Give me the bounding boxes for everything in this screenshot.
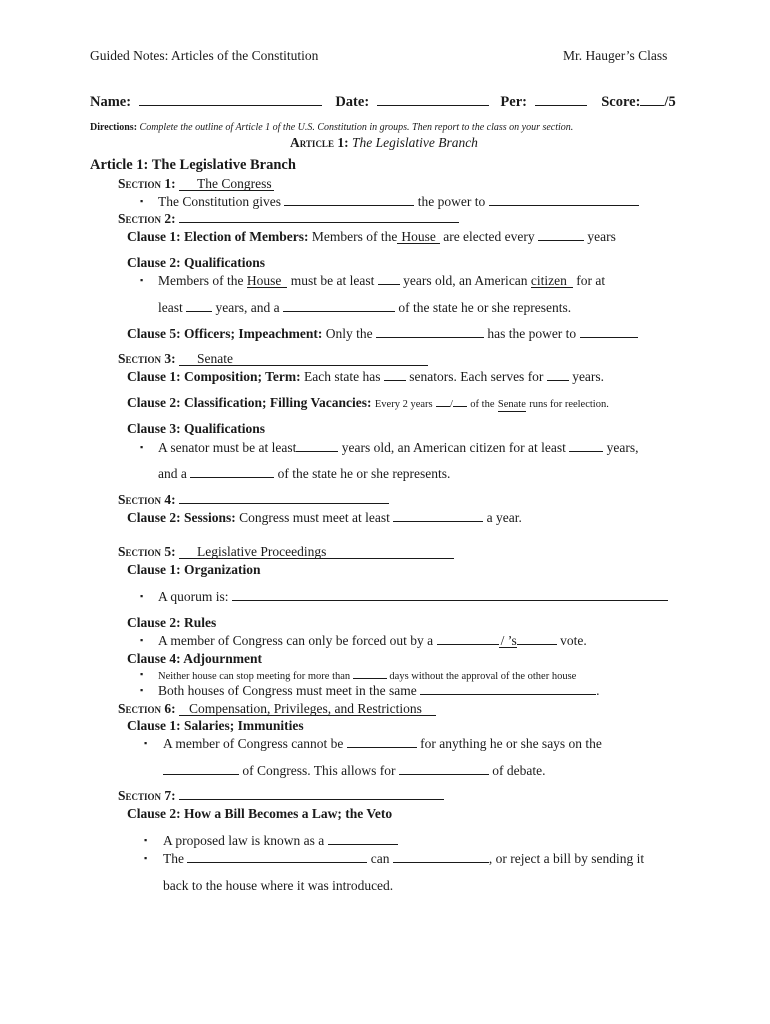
bullet-icon: ▪: [144, 853, 148, 863]
article-heading: [290, 134, 478, 151]
s3-c3-label: Clause 3: Qualifications: [127, 421, 266, 436]
section-2-heading: [118, 210, 459, 227]
s2-c5-label: Clause 5: Officers; Impeachment:: [127, 326, 323, 341]
s4-clause-2: [127, 509, 522, 526]
directions-text: Complete the outline of Article 1 of the U.S. Constitution in groups. Then report to the class on your section.: [139, 122, 574, 133]
student-info-row: [90, 93, 676, 111]
s4-c2-label: Clause 2: Sessions:: [127, 510, 236, 525]
section-3-fill: Senate: [179, 352, 428, 366]
section-4-blank[interactable]: [179, 491, 389, 504]
s3-c3-text-b: years old, an American citizen for at least: [341, 440, 566, 455]
section-7-blank[interactable]: [179, 787, 444, 800]
s5-c2-line: [158, 632, 587, 649]
header-class: Mr. Hauger’s Class: [563, 48, 668, 63]
s6-c1-line-1: [163, 735, 602, 752]
bullet-icon: ▪: [140, 275, 144, 285]
s3-c1-label: Clause 1: Composition; Term:: [127, 369, 301, 384]
s3-c3-line-2: [158, 465, 450, 482]
s7-c2-blank-1[interactable]: [328, 832, 398, 845]
section-2-blank[interactable]: [179, 210, 459, 223]
s5-c4-line-2: [158, 682, 599, 699]
s7-c2-line-3: back to the house where it was introduced.: [163, 878, 394, 893]
s7-c2-line-1: [163, 832, 398, 849]
section-7-label: Section 7:: [118, 788, 176, 803]
section-5-heading: [118, 543, 454, 560]
s2-c2-label: Clause 2: Qualifications: [127, 255, 266, 270]
s3-c2-text-a: Every 2 years: [374, 399, 433, 410]
s2-c1-label: Clause 1: Election of Members:: [127, 229, 309, 244]
s3-c3-text-a: A senator must be at least: [158, 440, 297, 455]
per-label: Per:: [500, 94, 527, 110]
s3-c3-text-c: years,: [606, 440, 639, 455]
s4-c2-text-b: a year.: [486, 510, 522, 525]
s2-c5-text-a: Only the: [325, 326, 373, 341]
s2-clause-5: [127, 325, 638, 342]
s2-c2-text-g: of the state he or she represents.: [398, 300, 572, 315]
section-4-heading: [118, 491, 389, 508]
s1-text-b: the power to: [417, 194, 486, 209]
s3-c2-slash: /: [450, 399, 453, 410]
bullet-icon: ▪: [140, 442, 144, 452]
s2-c2-fill-1: House: [247, 274, 288, 288]
section-6-heading: [118, 700, 436, 717]
section-2-label: Section 2:: [118, 211, 176, 226]
name-label: Name:: [90, 94, 132, 110]
bullet-icon: ▪: [140, 196, 144, 206]
s2-c1-text-a: Members of the: [311, 229, 398, 244]
s6-c1-text-b: for anything he or she says on the: [420, 736, 602, 751]
s3-c1-text-b: senators. Each serves for: [409, 369, 544, 384]
section-1-label: Section 1:: [118, 176, 176, 191]
section-7-heading: [118, 787, 444, 804]
s2-c1-text-c: years: [587, 229, 616, 244]
s5-c2-text-b: vote.: [560, 633, 587, 648]
s1-blank-2[interactable]: [489, 193, 639, 206]
section-1-heading: [118, 175, 274, 192]
s3-clause-2: [127, 394, 609, 413]
s7-c2-blank-2[interactable]: [187, 850, 367, 863]
s5-c2-fraction: / ’s: [500, 633, 517, 648]
score-label: Score:: [601, 94, 641, 110]
s2-c2-text-b: must be at least: [290, 273, 375, 288]
s6-c1-label: Clause 1: Salaries; Immunities: [127, 718, 304, 733]
date-label: Date:: [335, 94, 370, 110]
s4-c2-text-a: Congress must meet at least: [239, 510, 390, 525]
s2-c2-blank-3[interactable]: [283, 299, 395, 312]
s3-c1-blank-1[interactable]: [384, 368, 406, 381]
s5-c1-text-a: A quorum is:: [158, 589, 229, 604]
s3-c3-blank-3[interactable]: [190, 465, 274, 478]
s6-c1-blank-2[interactable]: [163, 762, 239, 775]
s3-c1-text-c: years.: [572, 369, 605, 384]
s5-c4-blank-1[interactable]: [353, 666, 387, 679]
s5-c4-label: Clause 4: Adjournment: [127, 651, 263, 666]
s7-c2-text-c: can: [370, 851, 390, 866]
s2-c5-blank-2[interactable]: [580, 325, 638, 338]
s2-clause-1: [127, 228, 616, 245]
article-heading-title: The Legislative Branch: [351, 135, 478, 150]
bullet-icon: ▪: [140, 591, 144, 601]
section-3-label: Section 3:: [118, 351, 176, 366]
directions-label: Directions:: [90, 122, 138, 133]
s2-c5-blank-1[interactable]: [376, 325, 484, 338]
s3-c3-text-e: of the state he or she represents.: [277, 466, 451, 481]
bullet-icon: ▪: [140, 669, 144, 679]
bullet-icon: ▪: [140, 685, 144, 695]
s2-c2-text-c: years old, an American: [403, 273, 528, 288]
s2-c1-fill: House: [397, 230, 440, 244]
s5-c1-label: Clause 1: Organization: [127, 562, 261, 577]
s7-c2-label: Clause 2: How a Bill Becomes a Law; the Veto: [127, 806, 393, 821]
s2-c2-line-1: [158, 272, 605, 289]
section-1-fill: The Congress: [179, 177, 274, 191]
s1-blank-1[interactable]: [284, 193, 414, 206]
s6-c1-text-a: A member of Congress cannot be: [163, 736, 344, 751]
article-heading-label: Article 1:: [290, 135, 349, 150]
date-blank[interactable]: [377, 93, 489, 106]
score-total: /5: [664, 94, 676, 110]
s2-c2-text-e: least: [158, 300, 183, 315]
section-5-label: Section 5:: [118, 544, 176, 559]
s2-c2-fill-2: citizen: [531, 274, 573, 288]
s6-c1-blank-3[interactable]: [399, 762, 489, 775]
s5-c1-line: [158, 588, 668, 605]
article-title: Article 1: The Legislative Branch: [90, 157, 296, 173]
s7-c2-blank-3[interactable]: [393, 850, 489, 863]
s6-c1-text-d: of debate.: [492, 763, 546, 778]
s5-c1-blank[interactable]: [232, 588, 668, 601]
s3-c3-text-d: and a: [158, 466, 187, 481]
name-blank[interactable]: [139, 93, 322, 106]
s3-c3-blank-2[interactable]: [569, 439, 603, 452]
s5-c2-label: Clause 2: Rules: [127, 615, 217, 630]
s5-c4-text-a: Neither house can stop meeting for more than: [158, 671, 351, 682]
bullet-icon: ▪: [140, 635, 144, 645]
s5-c4-blank-2[interactable]: [420, 682, 596, 695]
s6-c1-text-c: of Congress. This allows for: [242, 763, 396, 778]
s3-c2-fill: Senate: [497, 399, 526, 410]
s3-c2-label: Clause 2: Classification; Filling Vacancies:: [127, 395, 372, 410]
section-6-fill: Compensation, Privileges, and Restrictions: [179, 702, 436, 716]
section-1-bullet: [158, 193, 639, 210]
s2-c2-text-f: years, and a: [215, 300, 280, 315]
s5-c2-text-a: A member of Congress can only be forced out by a: [158, 633, 434, 648]
s7-c2-text-b: The: [163, 851, 184, 866]
s1-text-a: The Constitution gives: [158, 194, 281, 209]
s2-c2-blank-1[interactable]: [378, 272, 400, 285]
s7-c2-text-a: A proposed law is known as a: [163, 833, 325, 848]
header-title: Guided Notes: Articles of the Constitution: [90, 48, 319, 63]
bullet-icon: ▪: [144, 835, 148, 845]
section-3-heading: [118, 350, 428, 367]
section-5-fill: Legislative Proceedings: [179, 545, 454, 559]
s5-c2-blank-1[interactable]: [437, 632, 499, 645]
s2-c1-text-b: are elected every: [443, 229, 535, 244]
s2-c2-text-d: for at: [576, 273, 606, 288]
section-6-label: Section 6:: [118, 701, 176, 716]
s2-c1-blank[interactable]: [538, 228, 584, 241]
s3-c2-text-c: runs for reelection.: [529, 399, 609, 410]
s3-c3-line-1: [158, 439, 638, 456]
score-blank[interactable]: [640, 93, 664, 106]
s2-c2-blank-2[interactable]: [186, 299, 212, 312]
s4-c2-blank[interactable]: [393, 509, 483, 522]
per-blank[interactable]: [535, 93, 587, 106]
s5-c2-blank-2[interactable]: [517, 632, 557, 645]
s6-c1-blank-1[interactable]: [347, 735, 417, 748]
bullet-icon: ▪: [144, 738, 148, 748]
s7-c2-line-2: [163, 850, 644, 867]
s2-c5-text-b: has the power to: [487, 326, 577, 341]
s2-c2-line-2: [158, 299, 571, 316]
s3-c1-blank-2[interactable]: [547, 368, 569, 381]
s3-c3-blank-1[interactable]: [296, 439, 338, 452]
s3-c2-blank-1[interactable]: [436, 394, 450, 407]
s3-clause-1: [127, 368, 604, 385]
s7-c2-text-d: , or reject a bill by sending it: [488, 851, 645, 866]
s3-c2-blank-2[interactable]: [453, 394, 467, 407]
s3-c2-text-b: of the: [470, 399, 495, 410]
s5-c4-text-b: days without the approval of the other house: [389, 671, 577, 682]
s5-c4-text-d: .: [596, 683, 600, 698]
s2-c2-text-a: Members of the: [158, 273, 244, 288]
s3-c1-text-a: Each state has: [304, 369, 381, 384]
s6-c1-line-2: [163, 762, 545, 779]
section-4-label: Section 4:: [118, 492, 176, 507]
s5-c4-text-c: Both houses of Congress must meet in the same: [158, 683, 417, 698]
